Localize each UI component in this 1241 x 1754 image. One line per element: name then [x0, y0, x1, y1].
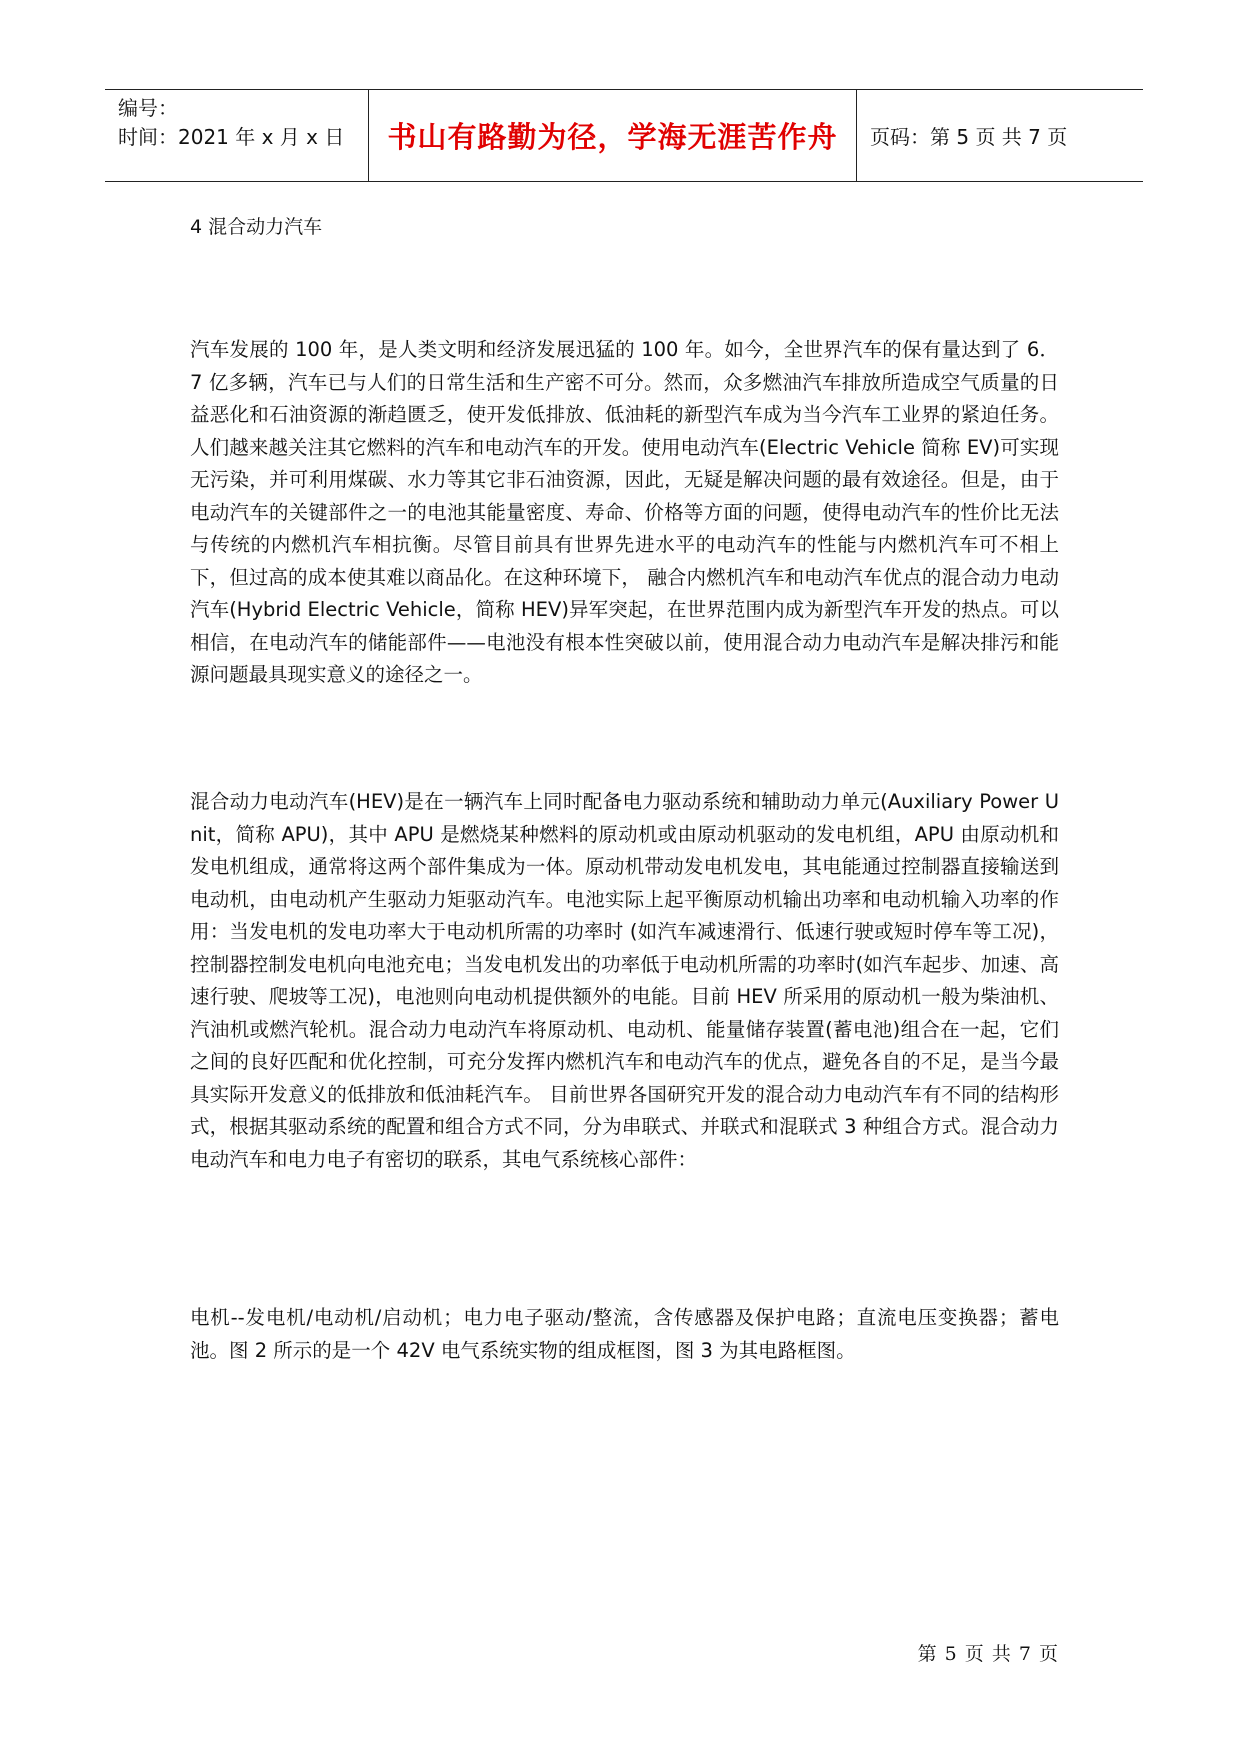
header-motto: 书山有路勤为径，学海无涯苦作舟	[387, 120, 838, 154]
header-motto-cell	[369, 90, 857, 181]
header-info-cell	[105, 90, 369, 181]
section-title: 4 混合动力汽车	[190, 216, 323, 238]
header-page-info: 页码：第 5 页 共 7 页	[870, 125, 1068, 149]
body-paragraph-2: 混合动力电动汽车(HEV)是在一辆汽车上同时配备电力驱动系统和辅助动力单元(Auxiliary Power Unit，简称 APU)，其中 APU 是燃烧某种燃料的原动机或由原动机驱动的发电机组，APU 由原动机和发电机组成，通常将这两个部件集成为一体。原动机带动发电机发电，其电能通过控制器直接输送到电动机，由电动机产生驱动力矩驱动汽车。电池实际上起平衡原动机输出功率和电动机输入功率的作用：当发电机的发电功率大于电动机所需的功率时 (如汽车减速滑行、低速行驶或短时停车等工况)，控制器控制发电机向电池充电；当发电机发出的功率低于电动机所需的功率时(如汽车起步、加速、高速行驶、爬坡等工况)，电池则向电动机提供额外的电能。目前 HEV 所采用的原动机一般为柴油机、汽油机或燃汽轮机。混合动力电动汽车将原动机、电动机、能量储存装置(蓄电池)组合在一起，它们之间的良好匹配和优化控制，可充分发挥内燃机汽车和电动汽车的优点，避免各自的不足，是当今最具实际开发意义的低排放和低油耗汽车。 目前世界各国研究开发的混合动力电动汽车有不同的结构形式，根据其驱动系统的配置和组合方式不同，分为串联式、并联式和混联式 3 种组合方式。混合动力电动汽车和电力电子有密切的联系，其电气系统核心部件：	[190, 790, 1059, 1171]
body-paragraph-1: 汽车发展的 100 年，是人类文明和经济发展迅猛的 100 年。如今，全世界汽车的保有量达到了 6．7 亿多辆，汽车已与人们的日常生活和生产密不可分。然而，众多燃油汽车排放所造成空气质量的日益恶化和石油资源的渐趋匮乏，使开发低排放、低油耗的新型汽车成为当今汽车工业界的紧迫任务。人们越来越关注其它燃料的汽车和电动汽车的开发。使用电动汽车(Electric Vehicle 简称 EV)可实现无污染，并可利用煤碳、水力等其它非石油资源，因此，无疑是解决问题的最有效途径。但是，由于电动汽车的关键部件之一的电池其能量密度、寿命、价格等方面的问题，使得电动汽车的性价比无法与传统的内燃机汽车相抗衡。尽管目前具有世界先进水平的电动汽车的性能与内燃机汽车可不相上下，但过高的成本使其难以商品化。在这种环境下， 融合内燃机汽车和电动汽车优点的混合动力电动汽车(Hybrid Electric Vehicle，简称 HEV)异军突起，在世界范围内成为新型汽车开发的热点。可以相信，在电动汽车的储能部件——电池没有根本性突破以前，使用混合动力电动汽车是解决排污和能源问题最具现实意义的途径之一。	[190, 338, 1059, 686]
header-page-cell	[857, 90, 1143, 181]
document-header	[105, 89, 1143, 182]
body-paragraph-3: 电机--发电机/电动机/启动机；电力电子驱动/整流，含传感器及保护电路；直流电压变换器；蓄电池。图 2 所示的是一个 42V 电气系统实物的组成框图，图 3 为其电路框图。	[190, 1306, 1059, 1362]
document-number-label: 编号：	[118, 96, 178, 120]
document-time-label: 时间：2021 年 x 月 x 日	[118, 125, 345, 149]
page-footer: 第 5 页 共 7 页	[917, 1643, 1059, 1665]
